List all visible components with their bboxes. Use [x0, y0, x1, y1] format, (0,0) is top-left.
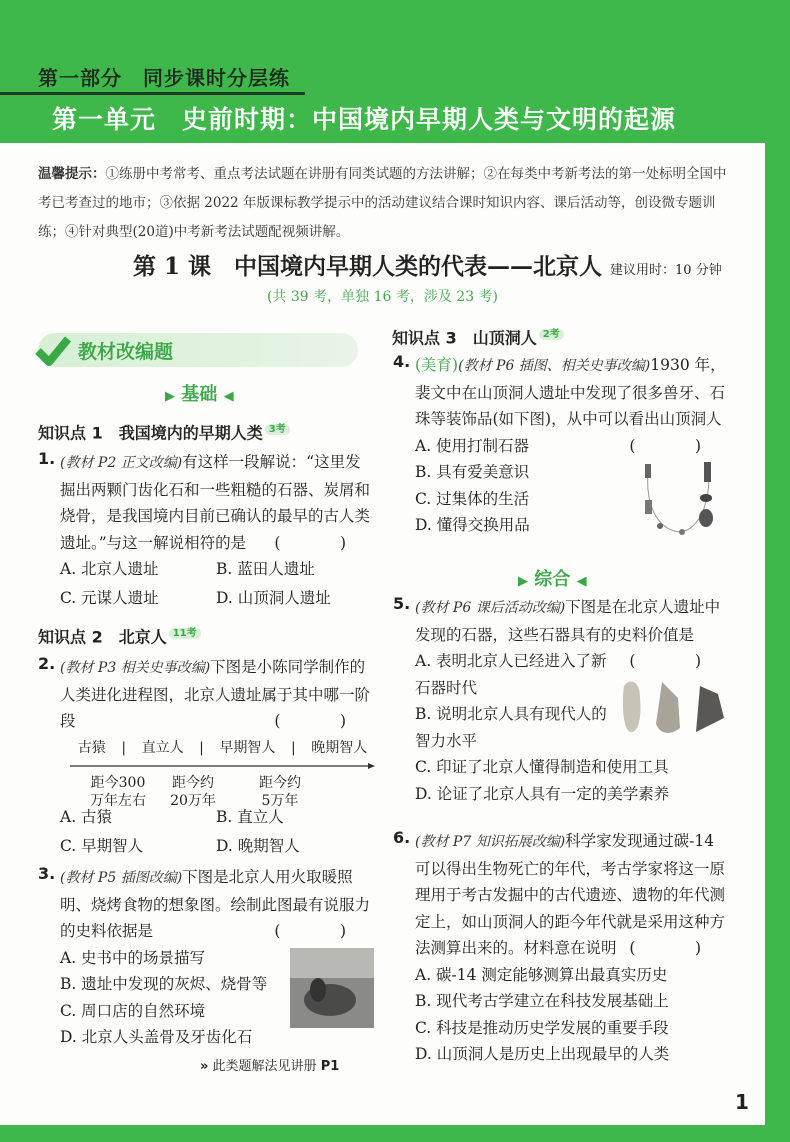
question-number: 1.: [38, 449, 56, 468]
timeline-arrow: [70, 762, 375, 770]
kp-title: 知识点 1 我国境内的早期人类: [38, 423, 263, 443]
stone-tools-illustration: [620, 678, 728, 738]
section-basic-label: 基础: [181, 384, 218, 405]
suggested-time: 建议用时：10 分钟: [610, 263, 722, 278]
option-c[interactable]: C. 周口店的自然环境: [60, 1001, 206, 1020]
double-chevron-icon: »: [200, 1059, 209, 1074]
option-a[interactable]: A. 北京人遗址: [60, 560, 159, 578]
answer-blank[interactable]: ( ): [274, 533, 368, 552]
triangle-right-icon: ▶: [165, 389, 175, 404]
question-text: 下图是小陈同学制作的人类进化进程图，北京人遗址属于其中哪一阶段: [60, 658, 371, 730]
option-c[interactable]: C. 印证了北京人懂得制造和使用工具: [415, 758, 669, 776]
question-source: (教材 P3 相关史事改编): [60, 660, 211, 676]
option-c[interactable]: C. 过集体的生活: [415, 489, 530, 508]
knowledge-point-3: [392, 325, 564, 348]
option-d[interactable]: D. 论证了北京人具有一定的美学素养: [415, 784, 670, 803]
question-source: (教材 P6 插图、相关史事改编): [458, 358, 651, 374]
knowledge-point-2: [38, 624, 201, 647]
exam-count: (共 39 考，单独 16 考，涉及 23 考): [266, 289, 499, 305]
part-underline: [0, 92, 305, 95]
question-text: 下图是北京人用火取暖照明、烧烤食物的想象图。绘制此图最有说服力的史料依据是: [60, 868, 371, 940]
question-source: (教材 P5 插图改编): [60, 870, 183, 886]
lesson-title: [133, 248, 722, 281]
stage-label: 早期智人: [219, 740, 276, 756]
evolution-timeline: 古猿 | 直立人 | 早期智人 | 晚期智人 距今300 万年左右 距今约 20万年 距今约 5万年: [70, 738, 375, 818]
textbook-banner: [38, 333, 358, 367]
lesson-title-text: 第 1 课 中国境内早期人类的代表——北京人: [133, 253, 603, 280]
question-text: 科学家发现通过碳-14 可以得出生物死亡的年代，考古学家将这一原理用于考古发掘中的古代遗迹、遗物的年代测定上，如山顶洞人的距今年代就是采用这种方法测算出来的。材料意在说明: [415, 832, 726, 957]
time-mark: 距今约 5万年: [259, 775, 301, 809]
checkmark-icon: [34, 331, 72, 369]
section-basic: [165, 380, 234, 406]
answer-blank[interactable]: ( ): [629, 436, 723, 455]
knowledge-point-1: [38, 420, 290, 443]
tip-label: 温馨提示：: [38, 166, 106, 182]
option-a[interactable]: A. 表明北京人已经进入了新石器时代: [415, 652, 607, 697]
option-d[interactable]: D. 晚期智人: [216, 836, 300, 855]
tip-text: ①练册中考常考、重点考法试题在讲册有同类试题的方法讲解；②在每类中考新考法的第一处标明全国中考已考查过的地市；③依据 2022 年版课标教学提示中的活动建议结合课时知识内容、课后活动等，创设微专题训练；④针对典型(20道)中考新考法试题配视频讲解。: [38, 166, 727, 240]
answer-blank[interactable]: ( ): [629, 652, 723, 670]
triangle-left-icon: ◀: [576, 574, 587, 589]
kp-badge: 11考: [169, 628, 201, 639]
question-number: 5.: [393, 594, 411, 613]
option-b[interactable]: B. 直立人: [216, 808, 284, 826]
kp-title: 知识点 3 山顶洞人: [392, 328, 537, 348]
question-2: [38, 654, 372, 735]
section-comprehensive-label: 综合: [534, 569, 571, 590]
triangle-left-icon: ◀: [223, 389, 234, 404]
page-number: 1: [735, 1090, 749, 1114]
question-number: 6.: [393, 828, 411, 847]
question-text: 有这样一段解说：“这里发掘出两颗门齿化石和一些粗糙的石器、炭屑和烧骨，是我国境内目前已确认的最早的古人类遗址。”与这一解说相符的是: [60, 453, 371, 552]
unit-title: 第一单元 史前时期：中国境内早期人类与文明的起源: [52, 105, 677, 134]
stage-label: 晚期智人: [311, 740, 368, 756]
part-heading: 第一部分 同步课时分层练: [38, 66, 290, 90]
footer-page: P1: [320, 1059, 340, 1074]
question-text: 1930 年，裴文中在山顶洞人遗址中发现了很多兽牙、石珠等装饰品(如下图)，从中可以看出山顶洞人: [415, 356, 726, 428]
option-d[interactable]: D. 山顶洞人遗址: [216, 588, 331, 607]
option-a[interactable]: A. 使用打制石器: [415, 436, 530, 455]
option-c[interactable]: C. 元谋人遗址: [60, 588, 159, 607]
option-d[interactable]: D. 懂得交换用品: [415, 516, 530, 534]
stage-label: 直立人: [141, 740, 184, 756]
question-source: (教材 P6 课后活动改编): [415, 600, 566, 616]
option-c[interactable]: C. 科技是推动历史学发展的重要手段: [415, 1018, 669, 1037]
tip-box: [38, 160, 738, 247]
option-a[interactable]: A. 碳-14 测定能够测算出最真实历史: [415, 965, 668, 984]
option-b[interactable]: B. 现代考古学建立在科技发展基础上: [415, 992, 669, 1010]
option-b[interactable]: B. 蓝田人遗址: [216, 560, 315, 578]
option-d[interactable]: D. 北京人头盖骨及牙齿化石: [60, 1028, 253, 1046]
question-source: (教材 P7 知识拓展改编): [415, 834, 566, 850]
question-text: 下图是在北京人遗址中发现的石器，这些石器具有的史料价值是: [415, 598, 721, 644]
question-1: [38, 449, 372, 611]
kp-badge: 3考: [265, 424, 290, 435]
option-b[interactable]: B. 说明北京人具有现代人的智力水平: [415, 705, 607, 750]
question-number: 3.: [38, 864, 56, 883]
answer-blank[interactable]: ( ): [274, 922, 368, 940]
answer-blank[interactable]: ( ): [629, 939, 723, 957]
option-b[interactable]: B. 具有爱美意识: [415, 463, 530, 481]
solution-reference[interactable]: [200, 1055, 339, 1074]
question-number: 4.: [393, 352, 411, 371]
kp-badge: 2考: [539, 329, 564, 340]
option-d[interactable]: D. 山顶洞人是历史上出现最早的人类: [415, 1045, 670, 1063]
answer-blank[interactable]: ( ): [274, 712, 368, 730]
option-c[interactable]: C. 早期智人: [60, 836, 144, 855]
option-b[interactable]: B. 遗址中发现的灰烬、烧骨等: [60, 975, 268, 993]
question-tag: (美育): [415, 356, 459, 374]
necklace-illustration: [640, 460, 720, 545]
side-strip: [765, 143, 790, 1142]
triangle-right-icon: ▶: [518, 574, 528, 589]
stage-label: 古猿: [77, 740, 106, 756]
kp-title: 知识点 2 北京人: [38, 627, 167, 647]
question-6: [393, 828, 727, 1068]
fire-illustration: [290, 948, 374, 1028]
time-mark: 距今300 万年左右: [90, 775, 146, 809]
section-comprehensive: [518, 565, 587, 591]
banner-label: 教材改编题: [78, 341, 174, 363]
question-number: 2.: [38, 654, 56, 673]
time-mark: 距今约 20万年: [170, 775, 216, 809]
option-a[interactable]: A. 史书中的场景描写: [60, 948, 206, 967]
question-2-options: [60, 804, 372, 859]
footer-text: 此类题解法见讲册: [212, 1059, 317, 1074]
question-source: (教材 P2 正文改编): [60, 455, 183, 471]
option-a[interactable]: A. 古猿: [60, 808, 113, 826]
